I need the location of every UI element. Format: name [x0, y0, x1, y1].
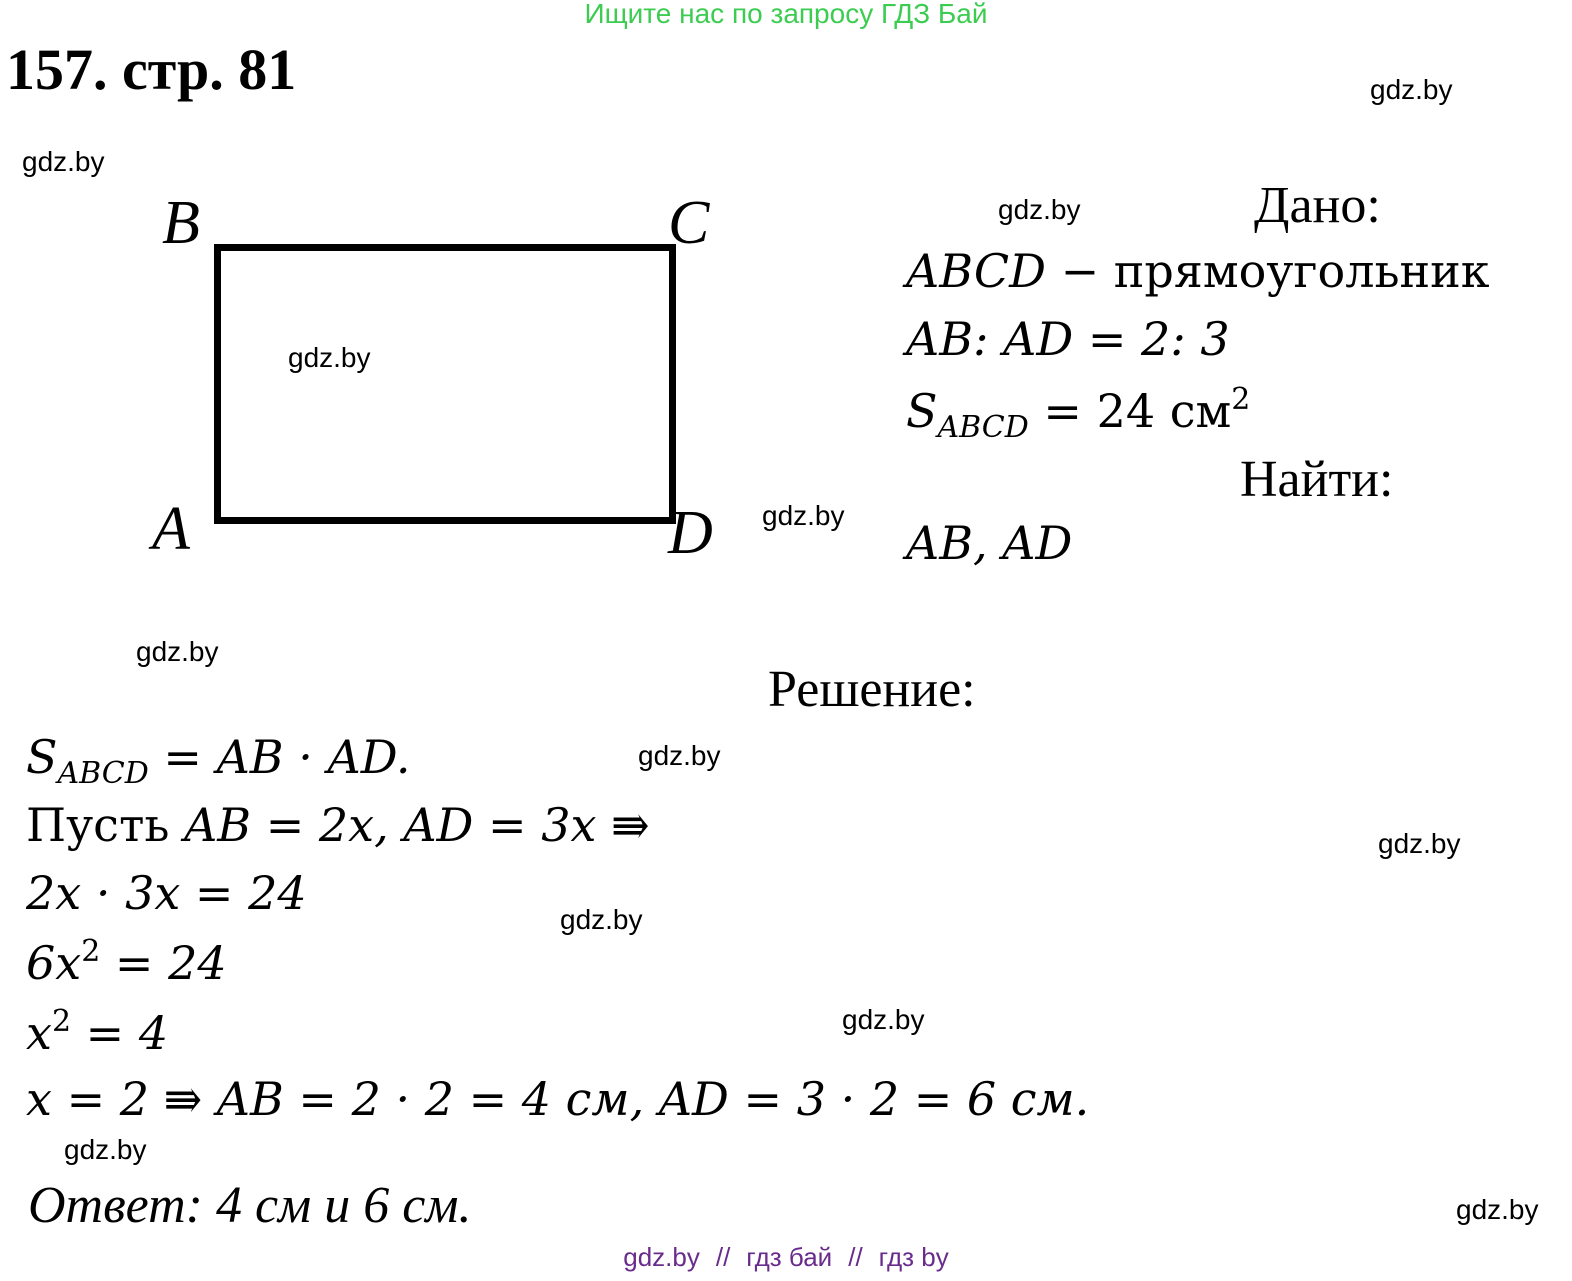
given-figure-name: ABCD [906, 244, 1046, 298]
solution-equation-1: 2x · 3x = 24 [26, 866, 307, 920]
solution-equation-3-exponent: 2 [51, 1004, 72, 1039]
given-area-subscript: ABCD [937, 410, 1029, 445]
given-ratio: AB: AD = 2: 3 [906, 312, 1230, 366]
given-line-2 [906, 312, 1230, 366]
given-heading: Дано: [1254, 177, 1381, 234]
watermark: gdz.by [64, 1134, 147, 1165]
footer-separator: // [848, 1242, 863, 1272]
footer-link-gdz-bai[interactable]: гдз бай [746, 1242, 833, 1272]
footer [0, 1242, 1572, 1273]
solution-line-2 [26, 798, 650, 852]
solution-equation-3-rhs: = 4 [71, 1006, 169, 1060]
solution-result: x = 2 ⇛ AB = 2 · 2 = 4 см, AD = 3 · 2 = 6 см. [26, 1072, 1090, 1126]
solution-let-expression: AB = 2x, AD = 3x ⇛ [184, 798, 650, 852]
watermark: gdz.by [842, 1004, 925, 1035]
solution-line-5 [26, 1004, 168, 1060]
solution-area-symbol: S [26, 730, 58, 784]
solution-line-1 [26, 730, 411, 791]
find-heading: Найти: [1240, 451, 1394, 508]
solution-equation-2-exponent: 2 [81, 934, 101, 969]
vertex-label-d: D [668, 499, 713, 567]
vertex-label-a: A [152, 495, 190, 563]
watermark: gdz.by [762, 500, 845, 531]
watermark: gdz.by [1370, 74, 1453, 105]
watermark: gdz.by [22, 146, 105, 177]
find-unknowns: AB, AD [906, 516, 1073, 570]
answer: Ответ: 4 см и 6 см. [28, 1177, 472, 1234]
top-banner[interactable]: Ищите нас по запросу ГДЗ Бай [584, 0, 988, 29]
given-line-1 [906, 244, 1490, 298]
solution-area-subscript: ABCD [57, 756, 149, 791]
given-area-symbol: S [906, 384, 938, 438]
footer-separator: // [715, 1242, 731, 1272]
find-line-1 [906, 516, 1072, 570]
rectangle-figure [214, 244, 676, 524]
vertex-label-c: C [668, 189, 710, 257]
watermark: gdz.by [288, 342, 371, 373]
solution-line-6 [26, 1072, 1089, 1126]
solution-area-formula: = AB · AD. [148, 730, 411, 784]
solution-let-word: Пусть [26, 798, 185, 852]
watermark: gdz.by [638, 740, 721, 771]
given-line-3 [906, 382, 1250, 445]
watermark: gdz.by [1456, 1194, 1539, 1225]
footer-link-gdz-by[interactable]: gdz.by [623, 1242, 700, 1272]
watermark: gdz.by [1378, 828, 1461, 859]
solution-equation-2-rhs: = 24 [100, 936, 227, 990]
given-figure-type: − прямоугольник [1045, 244, 1490, 298]
watermark: gdz.by [998, 194, 1081, 225]
given-area-exponent: 2 [1231, 382, 1251, 417]
watermark: gdz.by [560, 904, 643, 935]
footer-link-gdz-by-cyr[interactable]: гдз by [878, 1242, 949, 1272]
solution-equation-3-lhs: x [26, 1006, 52, 1060]
solution-line-3 [26, 866, 307, 920]
solution-equation-2-lhs: 6x [26, 936, 82, 990]
vertex-label-b: B [162, 189, 200, 257]
page-title: 157. стр. 81 [6, 37, 297, 102]
watermark: gdz.by [136, 636, 219, 667]
solution-heading: Решение: [768, 661, 976, 718]
given-area-value: = 24 см [1028, 384, 1232, 438]
solution-line-4 [26, 934, 227, 990]
